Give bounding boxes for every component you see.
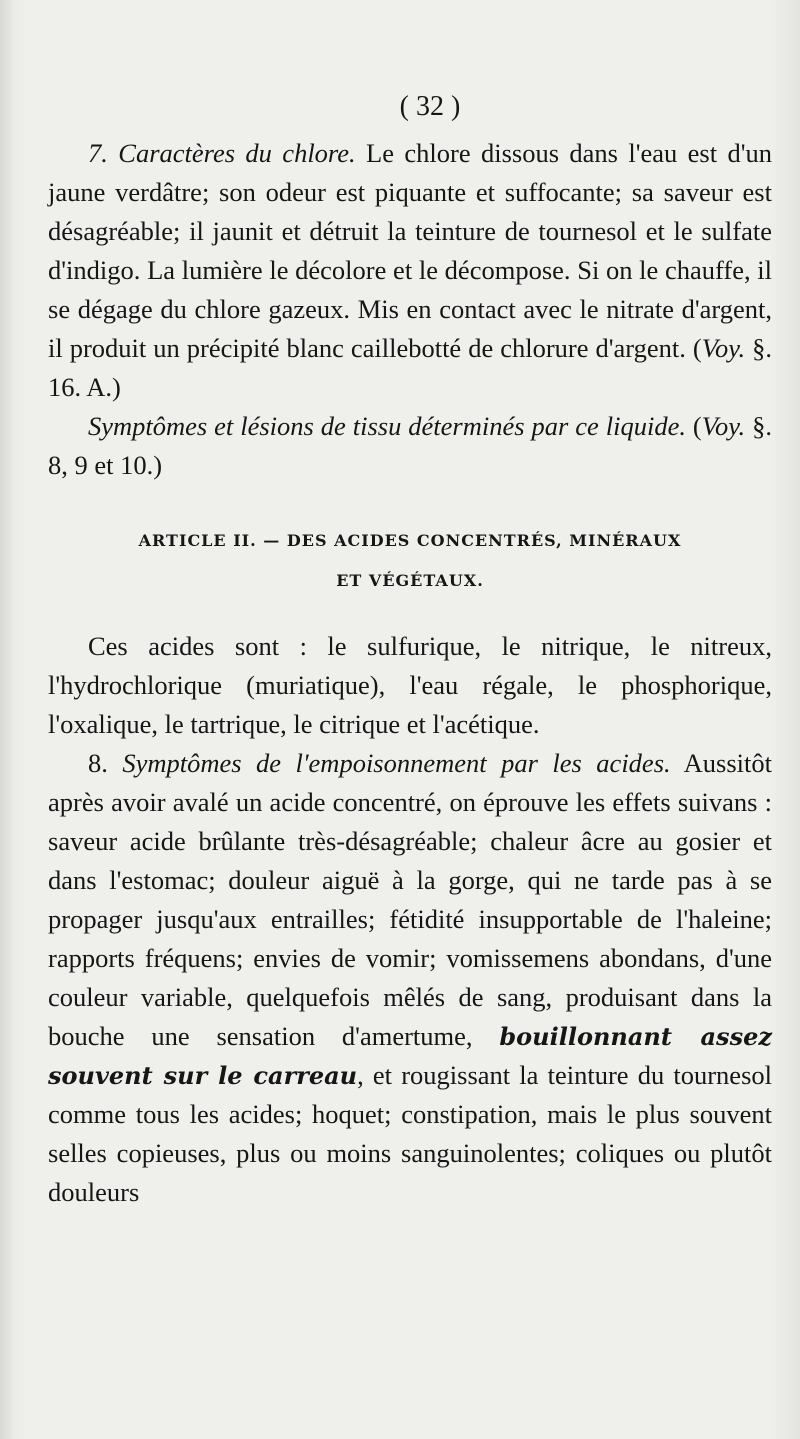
section-7-title: Caractères du chlore. <box>118 138 356 168</box>
page-number: ( 32 ) <box>399 91 461 122</box>
page-text-block <box>48 80 772 1212</box>
section-8-body-1: Aussitôt après avoir avalé un acide concentré, on éprouve les effets suivans : saveur acide brûlante très-désagréable; chaleur âcre au gosier et dans l'estomac; douleur aiguë à la gorge, qui ne tarde pas à se propager jusqu'aux entrailles; fétidité insupportable de l'haleine; rapports fréquens; envies de vomir; vomissemens abondans, d'une couleur variable, quelquefois mêlés de sang, produisant dans la bouche une sensation d'amertume, <box>48 748 772 1051</box>
symptoms-ref-rest: §. 8, 9 et 10.) <box>48 411 773 480</box>
symptoms-ref-voy: Voy. <box>701 411 746 441</box>
article-heading <box>48 521 772 601</box>
acids-paragraph: Ces acides sont : le sulfurique, le nitrique, le nitreux, l'hydrochlorique (muriatique), l'eau régale, le phosphorique, l'oxalique, le tartrique, le citrique et l'acétique. <box>48 631 772 739</box>
section-8-title: Symptômes de l'empoisonnement par les acides. <box>122 748 671 778</box>
symptoms-ref-open: ( <box>692 411 702 441</box>
heading-spacer <box>48 601 772 627</box>
article-heading-line-2: ET VÉGÉTAUX. <box>336 571 484 590</box>
section-7-paragraph <box>48 134 772 407</box>
section-7-body: Le chlore dissous dans l'eau est d'un jaune verdâtre; son odeur est piquante et suffocante; sa saveur est désagréable; il jaunit et détruit la teinture de tournesol et le sulfate d'indigo. La lumière le décolore et le décompose. Si on le chauffe, il se dégage du chlore gazeux. Mis en contact avec le nitrate d'argent, il produit un précipité blanc caillebotté de chlorure d'argent. ( <box>48 138 773 363</box>
article-heading-line-1: ARTICLE II. — DES ACIDES CONCENTRÉS, MINÉRAUX <box>138 531 682 550</box>
section-8-italic-phrase: bouillonnant assez souvent sur le carreau <box>48 1022 772 1090</box>
section-8-number: 8. <box>88 748 108 778</box>
section-8-paragraph <box>48 744 772 1212</box>
section-7-number: 7. <box>88 138 108 168</box>
symptoms-line <box>48 407 772 485</box>
symptoms-line-text: Symptômes et lésions de tissu déterminés par ce liquide. <box>88 411 686 441</box>
section-7-ref-rest: §. 16. A.) <box>48 333 772 402</box>
section-7-ref-voy: Voy. <box>701 333 746 363</box>
section-8-body-2: , et rougissant la teinture du tournesol comme tous les acides; hoquet; constipation, mais le plus souvent selles copieuses, plus ou moins sanguinolentes; coliques ou plutôt douleurs <box>48 1060 772 1207</box>
